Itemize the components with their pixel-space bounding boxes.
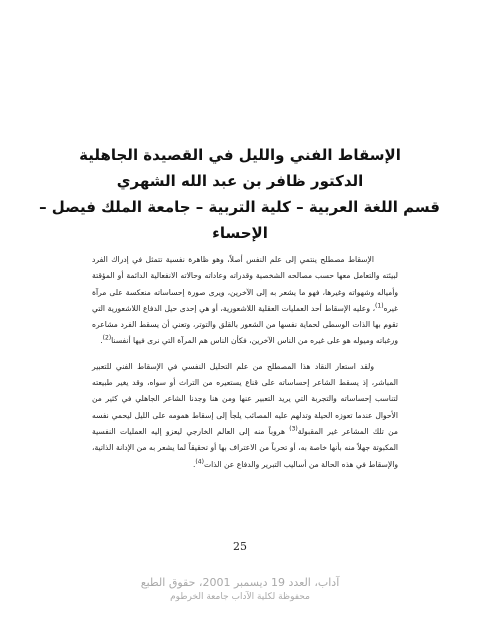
- paragraph-1-text-c: .: [100, 336, 103, 346]
- footnote-ref-1: (1): [375, 302, 384, 310]
- paragraph-2: [92, 359, 398, 473]
- paragraph-2-text-b: هروباً منه إلى العالم الخارجي ليعزو إليه العمليات النفسية المكبوتة جهلاً منه بأنها خاصة به، أو تحرباً من الاعتراف بها أو تحقيقاً لما يشعر به من الإدانة الذاتية، والإسقاط في هذه الحالة من أساليب التبرير والدفاع عن الذات: [92, 426, 398, 469]
- paragraph-2-text-c: .: [193, 459, 196, 469]
- footnote-ref-3: (3): [289, 425, 298, 433]
- footnote-ref-4: (4): [195, 458, 204, 466]
- paragraph-2-text-a: ولقد استعار النقاد هذا المصطلح من علم التحليل النفسي في الإسقاط الفني للتعبير المباشر، إذ يسقط الشاعر إحساساته على قناع يستعيره من التراث أو سواه، وقد يغير طبيعته لتناسب إحساساته والتجربة التي يريد التعبير عنها ومن هنا وجدنا الشاعر الجاهلي في كثير من الأحوال عندما تعوزه الحيلة وتدلهم عليه المصائب يلجأ إلى إسقاط همومه على الليل ليحمي نفسه من تلك المشاعر غير المقبولة: [92, 361, 398, 436]
- footer-line-1: آداب، العدد 19 ديسمبر 2001، حقوق الطبع: [140, 576, 340, 589]
- page-number: 25: [233, 540, 247, 553]
- author-line: الدكتور ظافر بن عبد الله الشهري: [116, 172, 364, 190]
- footnote-ref-2: (2): [102, 334, 112, 342]
- title-line-1: الإسقاط الفني والليل في القصيدة الجاهلية: [79, 146, 401, 164]
- article-title: [40, 142, 440, 246]
- paragraph-1-text-b: ، وعليه الإسقاط أحد العمليات العقلية اللاشعورية، أو هي إحدى حيل الدفاع اللاشعورية التي تقوم بها الذات الوسطى لحماية نفسها من الشعور بالقلق والتوتر، وتعني أن يسقط الفرد مشاعره ورغباته وميوله هو على غيره من الناس الآخرين، فكأن الناس هم المرآة التي نرى فيها أنفسنا: [92, 303, 398, 346]
- footer-line-2: محفوظة لكلية الآداب جامعة الخرطوم: [170, 592, 310, 602]
- journal-footer: [0, 576, 480, 604]
- paragraph-1: [92, 252, 398, 350]
- paragraph-1-text-a: الإسقاط مصطلح ينتمي إلى علم النفس أصلاً، وهو ظاهرة نفسية تتمثل في إدراك الفرد لبيئته والتعامل معها حسب مصالحه الشخصية وقدراته وعاداته وحالاته الانفعالية الدائمة أو المؤقتة وأمياله وشهواته وغيرها، فهو ما يشعر به إلى الآخرين، ويرى صورة إحساساته منعكسة على مرآة غيره: [92, 255, 398, 313]
- affiliation-line: قسم اللغة العربية – كلية التربية – جامعة الملك فيصل –: [39, 198, 440, 216]
- location-line: الإحساء: [212, 224, 268, 242]
- article-body: [92, 252, 398, 473]
